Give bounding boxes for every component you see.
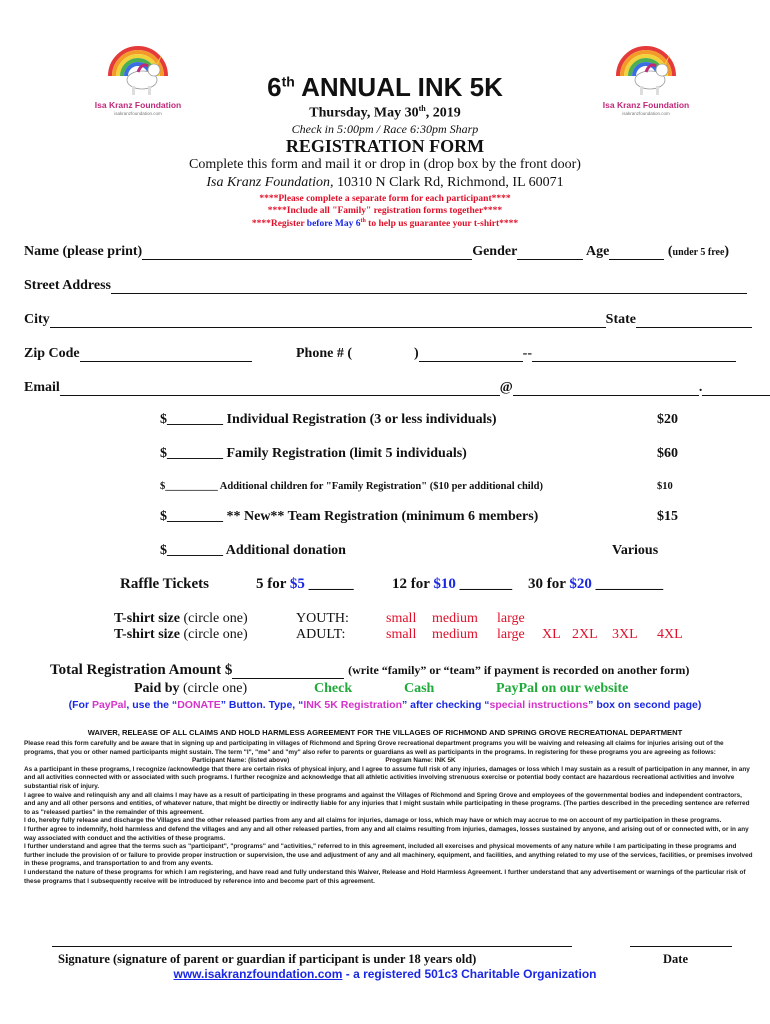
adult-size-2xl[interactable]: 2XL (572, 627, 598, 642)
website-link[interactable]: www.isakranzfoundation.com (173, 967, 343, 981)
adult-size-xl[interactable]: XL (542, 627, 561, 642)
waiver-paragraph: Please read this form carefully and be aware that in signing up and participating in villages of Richmond and Spring Grove recreational department programs you will be waiving and releasing all claims for injuries arising out of the programs, that you or other named participants might sustain. The term "I", "me" and "my" also refer to parents or guardians as well as participants in the programs. In registering for these programs you are agreeing as follows: (24, 740, 724, 756)
name-label: Name (please print) (24, 244, 143, 259)
registration-family[interactable]: $________ Family Registration (limit 5 individuals) (160, 446, 467, 461)
raffle-option-30[interactable]: 30 for $20 _________ (528, 576, 664, 592)
date-line[interactable] (630, 946, 732, 947)
under5-note: (under 5 free) (667, 244, 730, 259)
logo-name: Isa Kranz Foundation (94, 100, 182, 110)
price-individual: $20 (657, 412, 678, 427)
waiver-paragraph: I further understand and agree that the terms such as "participant", "programs" and "activities," referred to in this agreement, included all exercises and physical movements of any nature while I am participating in these programs and further include the provision of or failure to provide proper instruction or supervision, the use and adjustment of any and all machinery, equipment, and facilities, and anything related to my use of the services, facilities, or premises involved in these programs, and transportation to and from any events. (24, 843, 753, 868)
note-family-forms: ****Include all "Family" registration forms together**** (267, 206, 503, 216)
signature-label: Signature (signature of parent or guardian if participant is under 18 years old) (58, 952, 477, 966)
phone-label: Phone # ( (296, 346, 352, 361)
email-domain-field[interactable] (513, 381, 699, 396)
adult-size-large[interactable]: large (497, 627, 525, 642)
tshirt-youth-label: T-shirt size (circle one) (114, 611, 248, 626)
total-label: Total Registration Amount $ (50, 662, 233, 678)
waiver-title: WAIVER, RELEASE OF ALL CLAIMS AND HOLD HARMLESS AGREEMENT FOR THE VILLAGES OF RICHMOND AND SPRING GROVE RECREATIONAL DEPARTMENT (87, 728, 683, 737)
price-donation: Various (612, 543, 659, 558)
waiver-paragraph: I understand the nature of these programs for which I am registering, and have read and fully understand this Waiver, Release and Hold Harmless Agreement. I further understand that any advertisement or warnings of the particular risk of these programs that I subsequently receive will be introduced by reference into and become part of this agreement. (24, 868, 746, 885)
waiver-paragraph: I agree to waive and relinquish any and all claims I may have as a result of participating in these programs and against the Villages of Richmond and Spring Grove and employees of the governmental bodies and independent contractors, and any and all other persons and entities, of whatever nature, that might be directly or indirectly liable for any injuries that I might sustain while participating in these programs. (The parties described in the preceding sentence are referred to as "released parties" in the remainder of this agreement. (24, 791, 750, 816)
phone-row: Phone # ( ) -- (296, 346, 736, 362)
phone-line-field[interactable] (532, 347, 736, 362)
zip-field[interactable] (80, 347, 252, 362)
form-title: REGISTRATION FORM (285, 136, 485, 156)
youth-size-medium[interactable]: medium (432, 611, 478, 626)
pay-option-paypal[interactable]: PayPal on our website (496, 681, 629, 696)
age-label: Age (586, 244, 610, 259)
raffle-option-5[interactable]: 5 for $5 ______ (256, 576, 354, 592)
email-row: Email @ . (24, 380, 770, 396)
phone-prefix-field[interactable] (419, 347, 523, 362)
youth-label: YOUTH: (296, 611, 349, 626)
note-separate-form: ****Please complete a separate form for each participant**** (259, 194, 511, 204)
price-additional-children: $10 (657, 481, 673, 492)
total-amount-field[interactable] (232, 663, 344, 679)
name-row (24, 244, 729, 260)
email-label: Email (24, 380, 60, 395)
event-date: Thursday, May 30th, 2019 (309, 104, 461, 121)
street-label: Street Address (24, 278, 111, 293)
state-label: State (605, 312, 636, 327)
adult-label: ADULT: (296, 627, 346, 642)
waiver-participant-line: Participant Name: (listed above) Program Name: INK 5K (192, 757, 456, 765)
logo-url: isakranzfoundation.com (114, 111, 162, 116)
footer-line (0, 967, 770, 981)
waiver-paragraph: As a participant in these programs, I recognize /acknowledge that there are certain risks of physical injury, and I agree to assume full risk of any injuries, damages or loss which I may sustain as a result of participation in any manner, in any and all activities connected with or associated with such programs. I further recognize and acknowledge that all athletic activities involving strenuous exercise or potential body contact are hazardous recreational activities and involve substantial risk of injury. (24, 765, 750, 790)
waiver-text (24, 740, 754, 886)
registration-team[interactable]: $________ ** New** Team Registration (minimum 6 members) (160, 509, 539, 524)
state-field[interactable] (636, 313, 752, 328)
registration-individual[interactable]: $________ Individual Registration (3 or less individuals) (160, 412, 497, 427)
youth-size-large[interactable]: large (497, 611, 525, 626)
raffle-label: Raffle Tickets (120, 576, 210, 592)
date-label: Date (663, 952, 688, 966)
adult-size-medium[interactable]: medium (432, 627, 478, 642)
name-field[interactable] (142, 245, 472, 260)
waiver-paragraph: I further agree to indemnify, hold harmless and defend the villages and any and all other released parties, from any and all claims resulting from injuries, damages, losses sustained by anyone, and arising out of or connected with, or in any way associated with conduct and the activities of these programs. (24, 825, 749, 842)
event-times: Check in 5:00pm / Race 6:30pm Sharp (291, 122, 479, 136)
adult-size-small[interactable]: small (386, 627, 417, 642)
registration-donation[interactable]: $________ Additional donation (160, 543, 346, 558)
city-field[interactable] (50, 313, 606, 328)
logo-name: Isa Kranz Foundation (602, 100, 690, 110)
signature-line[interactable] (52, 946, 572, 947)
paypal-instructions: (For PayPal, use the “DONATE” Button. Type, “INK 5K Registration” after checking “special instructions” box on second page) (68, 699, 702, 711)
zip-row (24, 346, 252, 362)
pay-option-check[interactable]: Check (314, 681, 353, 696)
city-label: City (24, 312, 50, 327)
youth-size-small[interactable]: small (386, 611, 417, 626)
mail-instructions: Complete this form and mail it or drop in (drop box by the front door) (189, 157, 581, 172)
raffle-option-12[interactable]: 12 for $10 _______ (392, 576, 513, 592)
city-row (24, 312, 752, 328)
gender-label: Gender (472, 244, 518, 259)
logo-url: isakranzfoundation.com (622, 111, 670, 116)
pay-option-cash[interactable]: Cash (404, 681, 435, 696)
gender-field[interactable] (517, 245, 583, 260)
waiver-paragraph: I do, hereby fully release and discharge the Villages and the other released parties from any and all claims for injuries, damage or loss, which may have or which may accrue to me on account of my participation in these programs. (24, 817, 722, 825)
mail-address: Isa Kranz Foundation, 10310 N Clark Rd, Richmond, IL 60071 (206, 175, 564, 190)
page-title: 6th ANNUAL INK 5K (267, 72, 503, 102)
adult-size-4xl[interactable]: 4XL (657, 627, 683, 642)
registration-additional-children[interactable]: $__________ Additional children for "Family Registration" ($10 per additional child) (160, 481, 543, 492)
adult-size-3xl[interactable]: 3XL (612, 627, 638, 642)
footer-tagline: - a registered 501c3 Charitable Organization (342, 967, 597, 981)
email-tld-field[interactable] (702, 381, 770, 396)
note-register-deadline: ****Register before May 6th to help us guarantee your t-shirt**** (251, 218, 519, 230)
email-user-field[interactable] (60, 381, 500, 396)
street-row (24, 278, 747, 294)
total-row (50, 662, 689, 679)
price-team: $15 (657, 509, 678, 524)
age-field[interactable] (609, 245, 664, 260)
tshirt-adult-label: T-shirt size (circle one) (114, 627, 248, 642)
total-note: (write “family” or “team” if payment is recorded on another form) (348, 663, 690, 677)
zip-label: Zip Code (24, 346, 80, 361)
street-field[interactable] (111, 279, 747, 294)
paid-by-label: Paid by (circle one) (134, 681, 248, 696)
price-family: $60 (657, 446, 678, 461)
